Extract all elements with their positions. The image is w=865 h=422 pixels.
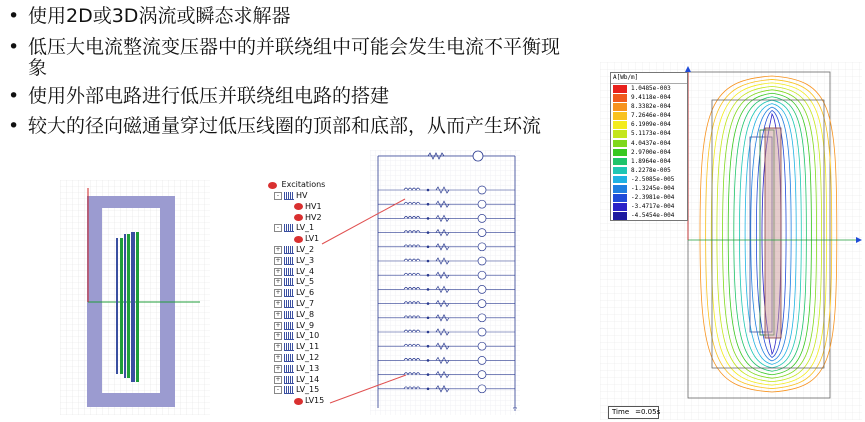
collapse-icon[interactable]: - <box>274 386 282 394</box>
legend-swatch <box>613 158 627 166</box>
bullet-item <box>8 37 588 79</box>
legend-value: 4.0437e-004 <box>631 139 671 147</box>
legend-entry <box>611 148 687 157</box>
ammeter-icon <box>478 371 486 379</box>
bullet-item <box>8 6 588 27</box>
winding-icon <box>284 311 294 319</box>
expand-icon[interactable]: + <box>275 300 281 307</box>
expand-icon[interactable]: + <box>275 375 281 383</box>
legend-entry <box>611 211 687 220</box>
winding-icon <box>284 192 294 200</box>
legend-swatch <box>613 121 627 129</box>
bullet-dot: • <box>8 115 20 137</box>
bullet-text: 使用外部电路进行低压并联绕组电路的搭建 <box>28 85 390 107</box>
tree-item-label: LV_2 <box>296 245 315 254</box>
time-indicator <box>608 406 659 419</box>
winding-icon <box>284 386 294 394</box>
expand-icon[interactable]: + <box>275 256 281 264</box>
legend-value: 8.3382e-004 <box>631 103 671 111</box>
winding-icon <box>284 257 294 265</box>
winding-icon <box>284 322 294 330</box>
winding-icon <box>284 354 294 362</box>
winding-icon <box>284 343 294 351</box>
legend-title: A[Wb/m] <box>611 73 687 84</box>
tree-item-label: LV_4 <box>296 266 315 276</box>
ammeter-icon <box>478 214 486 222</box>
tree-item-label: LV_14 <box>296 374 320 384</box>
expand-icon[interactable]: + <box>275 267 281 275</box>
expand-icon[interactable]: + <box>275 354 281 361</box>
bullet-item <box>8 116 588 137</box>
legend-swatch <box>613 85 627 93</box>
excitations-icon <box>268 182 277 189</box>
legend-entry <box>611 175 687 184</box>
legend-swatch <box>613 194 627 202</box>
tree-item-label: LV_7 <box>296 299 315 308</box>
expand-icon[interactable]: + <box>275 321 281 329</box>
winding-icon <box>284 268 294 276</box>
ammeter-icon <box>478 356 486 364</box>
legend-swatch <box>613 103 627 111</box>
legend-entry <box>611 139 687 148</box>
legend-value: -3.4717e-004 <box>631 203 675 211</box>
legend-entry <box>611 193 687 202</box>
color-legend <box>610 72 688 221</box>
ammeter-icon <box>478 257 486 265</box>
winding-icon <box>284 289 294 297</box>
ammeter-icon <box>478 385 486 393</box>
winding-icon <box>284 246 294 254</box>
legend-entry <box>611 129 687 138</box>
ammeter-icon <box>478 314 486 322</box>
collapse-icon[interactable]: - <box>274 224 282 232</box>
tree-item-label: LV_11 <box>296 342 320 352</box>
legend-value: -2.3981e-004 <box>631 194 675 202</box>
source-icon <box>473 151 483 161</box>
tree-item-label: LV_5 <box>296 277 315 287</box>
winding-icon <box>284 376 294 384</box>
legend-entry <box>611 166 687 175</box>
legend-entry <box>611 120 687 129</box>
bullet-text: 低压大电流整流变压器中的并联绕组中可能会发生电流不平衡现象 <box>28 36 561 79</box>
tree-root[interactable]: Excitations <box>268 180 325 190</box>
legend-swatch <box>613 167 627 175</box>
ammeter-icon <box>478 300 486 308</box>
tree-item-label: LV15 <box>305 396 325 406</box>
tree-item-label: LV_13 <box>296 363 320 373</box>
link-lines <box>300 180 430 415</box>
tree-item-label: LV_15 <box>296 385 320 395</box>
legend-value: 7.2646e-004 <box>631 112 671 120</box>
legend-entry <box>611 102 687 111</box>
legend-swatch <box>613 140 627 148</box>
legend-entry <box>611 184 687 193</box>
ammeter-icon <box>478 342 486 350</box>
legend-swatch <box>613 185 627 193</box>
expand-icon[interactable]: + <box>275 246 281 253</box>
legend-entry <box>611 84 687 93</box>
transformer-geometry-view <box>60 180 210 415</box>
bullet-item <box>8 86 588 107</box>
legend-swatch <box>613 212 627 220</box>
legend-entry <box>611 111 687 120</box>
legend-entry <box>611 157 687 166</box>
ammeter-icon <box>478 328 486 336</box>
legend-swatch <box>613 130 627 138</box>
legend-swatch <box>613 94 627 102</box>
winding-icon <box>284 224 294 232</box>
bullet-dot: • <box>8 36 20 58</box>
bullet-text: 使用2D或3D涡流或瞬态求解器 <box>28 5 291 27</box>
tree-item-label: LV_10 <box>296 331 320 341</box>
tree-item-label: HV2 <box>305 212 322 222</box>
expand-icon[interactable]: + <box>275 332 281 340</box>
collapse-icon[interactable]: - <box>274 192 282 200</box>
link-line-lv1 <box>322 199 405 244</box>
legend-entry <box>611 202 687 211</box>
legend-value: 6.1909e-004 <box>631 121 671 129</box>
ammeter-icon <box>478 271 486 279</box>
legend-value: 2.9700e-004 <box>631 148 671 156</box>
legend-value: 5.1173e-004 <box>631 130 671 138</box>
link-line-lv15 <box>330 375 406 403</box>
tree-item-label: LV_3 <box>296 255 315 265</box>
ammeter-icon <box>478 243 486 251</box>
tree-item-label: LV_1 <box>296 223 315 233</box>
expand-icon[interactable]: + <box>275 289 281 297</box>
tree-item-label: HV1 <box>305 201 322 211</box>
tree-item-label: LV_12 <box>296 353 320 362</box>
expand-icon[interactable]: + <box>275 278 281 286</box>
expand-icon[interactable]: + <box>275 364 281 372</box>
ammeter-icon <box>478 200 486 208</box>
time-label: Time <box>612 408 630 416</box>
legend-swatch <box>613 203 627 211</box>
legend-value: -1.3245e-004 <box>631 185 675 193</box>
legend-entry <box>611 93 687 102</box>
legend-swatch <box>613 176 627 184</box>
legend-value: 1.0485e-003 <box>631 85 671 92</box>
legend-value: 8.2278e-005 <box>631 166 671 174</box>
legend-value: 9.4118e-004 <box>631 94 671 102</box>
legend-value: -2.5085e-005 <box>631 175 675 183</box>
ammeter-icon <box>478 285 486 293</box>
ammeter-icon <box>478 229 486 237</box>
winding-icon <box>284 332 294 340</box>
legend-value: 1.8964e-004 <box>631 157 671 165</box>
tree-item-label: HV <box>296 191 308 200</box>
bullet-dot: • <box>8 5 20 27</box>
bullet-text: 较大的径向磁通量穿过低压线圈的顶部和底部，从而产生环流 <box>28 115 542 137</box>
winding-icon <box>284 278 294 286</box>
winding-icon <box>284 365 294 373</box>
tree-item-label: LV_8 <box>296 309 315 319</box>
tree-item-label: LV_6 <box>296 288 315 298</box>
tree-item-label: LV_9 <box>296 320 315 330</box>
expand-icon[interactable]: + <box>275 310 281 318</box>
tree-item-label: LV1 <box>305 234 320 244</box>
ammeter-icon <box>478 186 486 194</box>
legend-value: -4.5454e-004 <box>631 212 675 220</box>
expand-icon[interactable]: + <box>275 343 281 351</box>
bullet-dot: • <box>8 85 20 107</box>
time-value: =0.05s <box>635 408 661 416</box>
winding-icon <box>284 300 294 308</box>
legend-swatch <box>613 149 627 157</box>
legend-swatch <box>613 112 627 120</box>
